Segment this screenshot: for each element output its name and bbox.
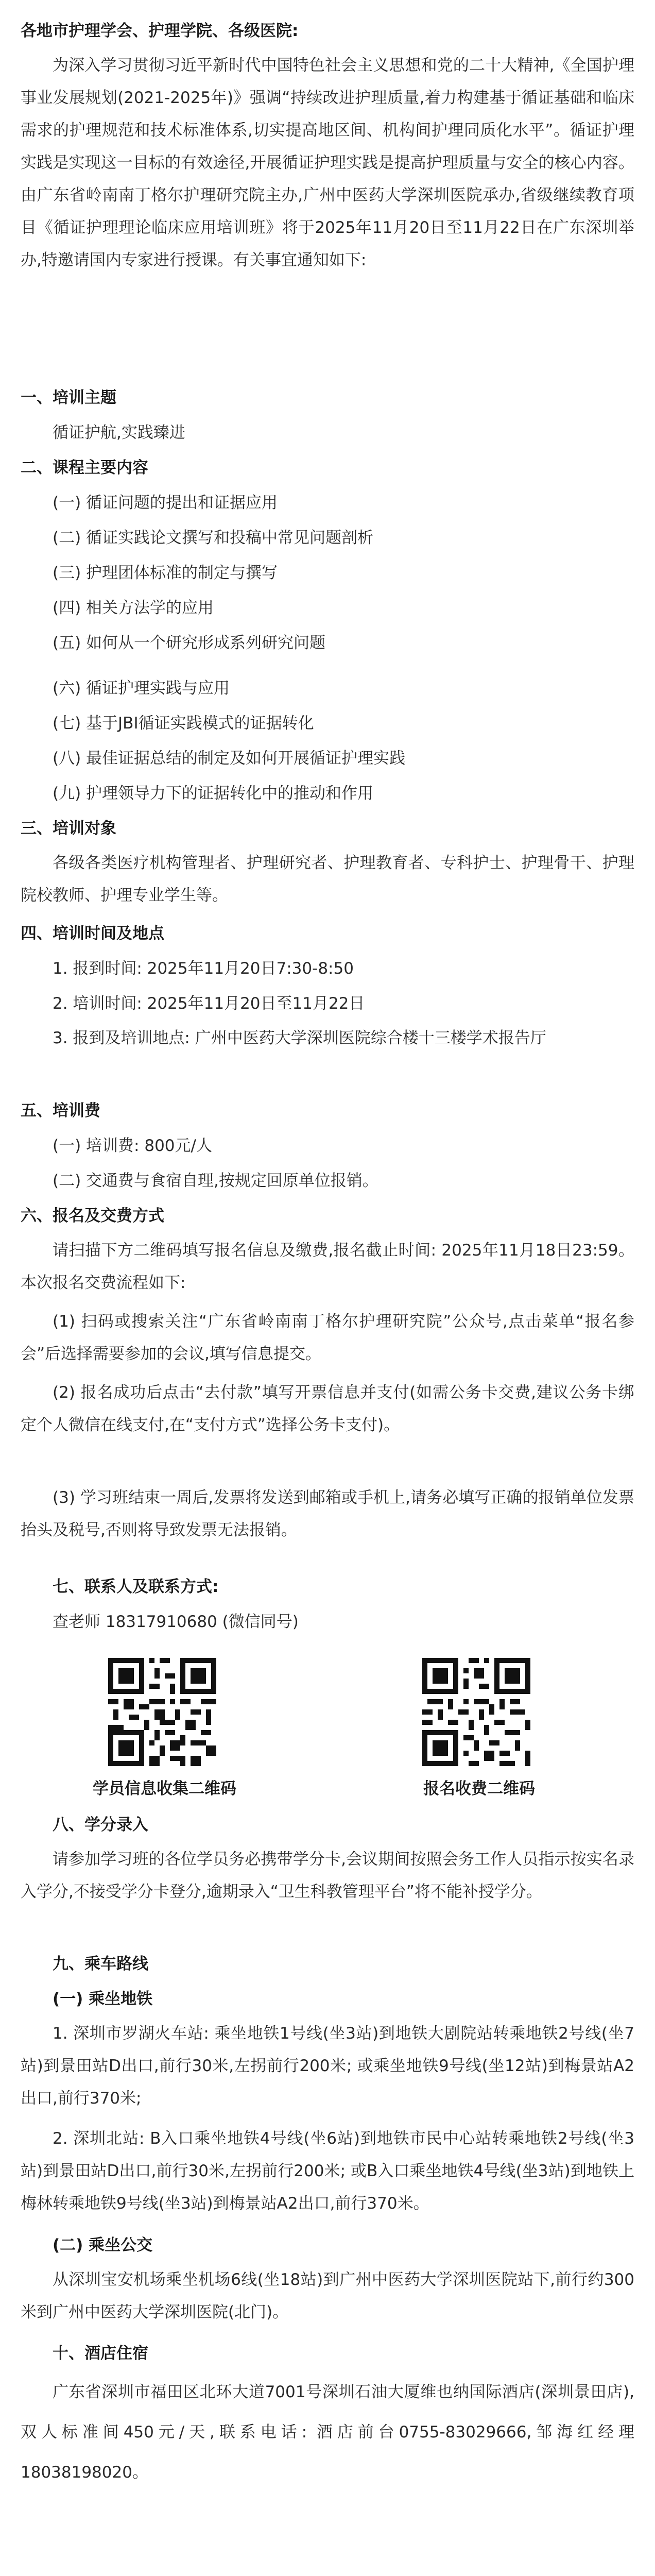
registration-intro: 请扫描下方二维码填写报名信息及缴费,报名截止时间: 2025年11月18日23:59。本次报名交费流程如下: — [21, 1241, 634, 1292]
course-item: (二) 循证实践论文撰写和投稿中常见问题剖析 — [53, 529, 374, 547]
training-location: 3. 报到及培训地点: 广州中医药大学深圳医院综合楼十三楼学术报告厅 — [53, 1029, 546, 1047]
qr1-label: 学员信息收集二维码 — [93, 1780, 236, 1798]
section-title-hotel: 十、酒店住宿 — [53, 2344, 148, 2363]
training-time: 2. 培训时间: 2025年11月20日至11月22日 — [53, 994, 365, 1013]
qr2-label: 报名收费二维码 — [423, 1780, 535, 1798]
course-item: (七) 基于JBI循证实践模式的证据转化 — [53, 714, 314, 733]
section-title-time-place: 四、培训时间及地点 — [21, 924, 164, 943]
checkin-time: 1. 报到时间: 2025年11月20日7:30-8:50 — [53, 959, 354, 978]
audience-text: 各级各类医疗机构管理者、护理研究者、护理教育者、专科护士、护理骨干、护理院校教师、护理专业学生等。 — [21, 854, 634, 905]
student-info-qr-code[interactable] — [108, 1658, 216, 1766]
section-title-contact: 七、联系人及联系方式: — [53, 1578, 219, 1596]
registration-step-3: (3) 学习班结束一周后,发票将发送到邮箱或手机上,请务必填写正确的报销单位发票抬头及税号,否则将导致发票无法报销。 — [21, 1488, 634, 1539]
registration-step-1: (1) 扫码或搜索关注“广东省岭南南丁格尔护理研究院”公众号,点击菜单“报名参会”后选择需要参加的会议,填写信息提交。 — [21, 1312, 634, 1363]
subsection-bus: (二) 乘坐公交 — [53, 2236, 153, 2255]
course-item: (四) 相关方法学的应用 — [53, 599, 214, 617]
fee-amount: (一) 培训费: 800元/人 — [53, 1137, 212, 1155]
topic-text: 循证护航,实践臻进 — [53, 423, 185, 442]
intro-paragraph: 为深入学习贯彻习近平新时代中国特色社会主义思想和党的二十大精神,《全国护理事业发展规划(2021-2025年)》强调“持续改进护理质量,着力构建基于循证基础和临床需求的护理规范和技术标准体系,切实提高地区间、机构间护理同质化水平”。循证护理实践是实现这一目标的有效途径,开展循证护理实践是提高护理质量与安全的核心内容。由广东省岭南南丁格尔护理研究院主办,广州中医药大学深圳医院承办,省级继续教育项目《循证护理理论临床应用培训班》将于2025年11月20日至11月22日在广东深圳举办,特邀请国内专家进行授课。有关事宜通知如下: — [21, 56, 634, 269]
metro-route-2: 2. 深圳北站: B入口乘坐地铁4号线(坐6站)到地铁市民中心站转乘地铁2号线(坐3站)到景田站D出口,前行30米,左拐前行200米; 或B入口乘坐地铁4号线(坐3站)到地铁上梅林转乘地铁9号线(坐3站)到梅景站A2出口,前行370米。 — [21, 2129, 634, 2213]
section-title-topic: 一、培训主题 — [21, 388, 116, 407]
payment-qr-code[interactable] — [422, 1658, 530, 1766]
salutation: 各地市护理学会、护理学院、各级医院: — [21, 22, 299, 40]
section-title-routes: 九、乘车路线 — [53, 1955, 148, 1973]
section-title-fee: 五、培训费 — [21, 1101, 100, 1120]
bus-route: 从深圳宝安机场乘坐机场6线(坐18站)到广州中医药大学深圳医院站下,前行约300米到广州中医药大学深圳医院(北门)。 — [21, 2270, 634, 2321]
section-title-audience: 三、培训对象 — [21, 819, 116, 838]
course-item: (九) 护理领导力下的证据转化中的推动和作用 — [53, 784, 374, 803]
hotel-text: 广东省深圳市福田区北环大道7001号深圳石油大厦维也纳国际酒店(深圳景田店),双人标准间450元/天,联系电话: 酒店前台0755-83029666,邹海红经理18038198020。 — [21, 2383, 634, 2482]
course-item: (一) 循证问题的提出和证据应用 — [53, 494, 278, 512]
subsection-metro: (一) 乘坐地铁 — [53, 1990, 153, 2008]
section-title-courses: 二、课程主要内容 — [21, 459, 148, 477]
credits-text: 请参加学习班的各位学员务必携带学分卡,会议期间按照会务工作人员指示按实名录入学分,不接受学分卡登分,逾期录入“卫生科教管理平台”将不能补授学分。 — [21, 1850, 634, 1901]
metro-route-1: 1. 深圳市罗湖火车站: 乘坐地铁1号线(坐3站)到地铁大剧院站转乘地铁2号线(坐7站)到景田站D出口,前行30米,左拐前行200米; 或乘坐地铁9号线(坐12站)到梅景站A2出口,前行370米; — [21, 2024, 634, 2108]
course-item: (六) 循证护理实践与应用 — [53, 679, 230, 698]
section-title-credits: 八、学分录入 — [53, 1816, 148, 1834]
course-item: (八) 最佳证据总结的制定及如何开展循证护理实践 — [53, 749, 406, 768]
course-item: (三) 护理团体标准的制定与撰写 — [53, 564, 278, 582]
registration-step-2: (2) 报名成功后点击“去付款”填写开票信息并支付(如需公务卡交费,建议公务卡绑定个人微信在线支付,在“支付方式”选择公务卡支付)。 — [21, 1383, 634, 1434]
section-title-registration: 六、报名及交费方式 — [21, 1207, 164, 1225]
fee-note: (二) 交通费与食宿自理,按规定回原单位报销。 — [53, 1172, 378, 1190]
course-item: (五) 如何从一个研究形成系列研究问题 — [53, 634, 326, 652]
contact-person: 查老师 18317910680 (微信同号) — [53, 1613, 299, 1631]
